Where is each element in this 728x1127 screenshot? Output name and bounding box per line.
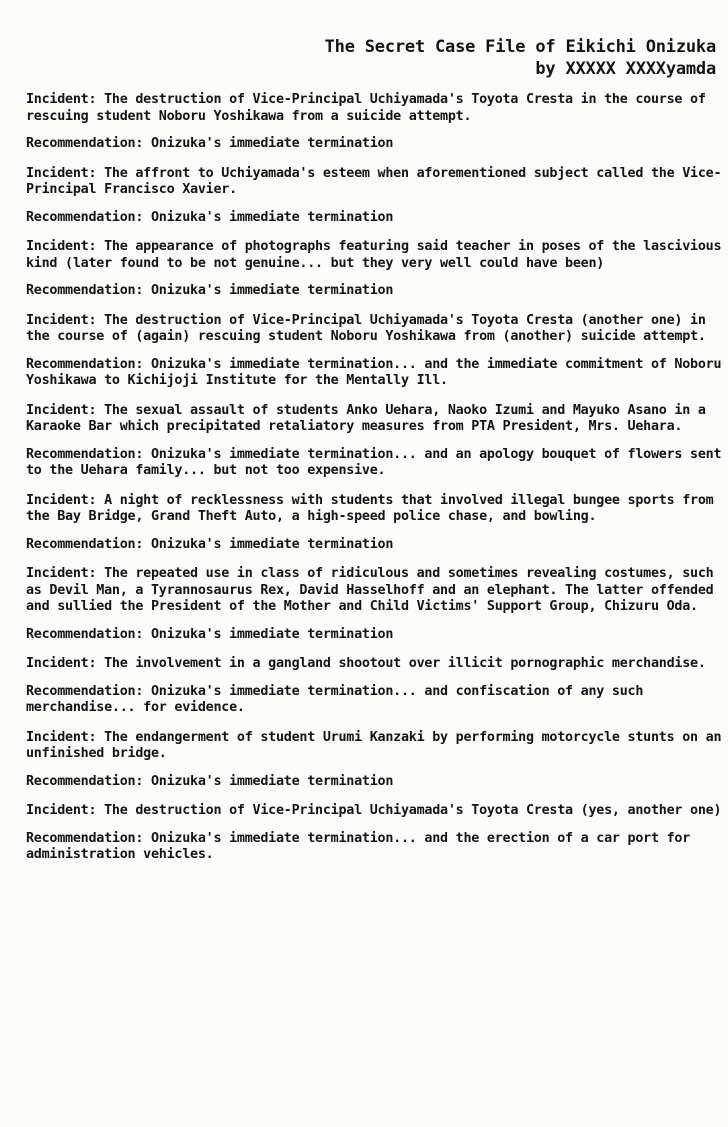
entry-label: Incident:: [26, 312, 97, 328]
entry-text: Onizuka's immediate termination... and the immediate commitment of Noboru Yoshikawa to Kichijoji Institute for the Mentally Ill.: [26, 356, 722, 388]
entry-text: Onizuka's immediate termination... and an apology bouquet of flowers sent to the Uehara family... but not too expensive.: [26, 446, 722, 478]
entry-text: The destruction of Vice-Principal Uchiyamada's Toyota Cresta (another one) in the course of (again) rescuing student Noboru Yoshikawa from (another) suicide attempt.: [26, 312, 706, 344]
entry-label: Incident:: [26, 165, 97, 181]
entry-label: Incident:: [26, 239, 97, 254]
entry-label: Recommendation:: [26, 683, 144, 699]
entry-text: The destruction of Vice-Principal Uchiyamada's Toyota Cresta in the course of rescuing student Noboru Yoshikawa from a suicide attempt.: [26, 92, 706, 124]
recommendation-entry: [26, 447, 722, 480]
entry-text: Onizuka's immediate termination... and confiscation of any such merchandise... for evidence.: [26, 683, 644, 715]
recommendation-entry: [26, 210, 722, 227]
recommendation-entry: [26, 627, 722, 644]
entry-text: Onizuka's immediate termination: [151, 136, 394, 151]
entry-label: Incident:: [26, 92, 97, 107]
entry-text: The repeated use in class of ridiculous and sometimes revealing costumes, such as Devil Man, a Tyrannosaurus Rex, David Hasselhoff and an elephant. The latter offended and sullied the President of the Mother and Child Victims' Support Group, Chizuru Oda.: [26, 566, 714, 614]
document-title: The Secret Case File of Eikichi Onizuka: [324, 37, 716, 57]
incident-entry: [26, 656, 722, 673]
recommendation-entry: [26, 684, 722, 717]
entry-label: Incident:: [26, 566, 97, 581]
recommendation-entry: [26, 357, 722, 390]
entry-text: The sexual assault of students Anko Uehara, Naoko Izumi and Mayuko Asano in a Karaoke Bar which precipitated retaliatory measures from PTA President, Mrs. Uehara.: [26, 402, 706, 434]
entry-text: A night of recklessness with students that involved illegal bungee sports from the Bay Bridge, Grand Theft Auto, a high-speed police chase, and bowling.: [26, 492, 714, 524]
recommendation-entry: [26, 136, 722, 153]
incident-entry: [26, 239, 722, 272]
entry-text: The endangerment of student Urumi Kanzaki by performing motorcycle stunts on an unfinished bridge.: [26, 729, 722, 761]
recommendation-entry: [26, 283, 722, 300]
entry-label: Incident:: [26, 656, 97, 671]
incident-entry: [26, 493, 722, 526]
entry-text: The appearance of photographs featuring said teacher in poses of the lascivious kind (later found to be not genuine... but they very well could have been): [26, 239, 722, 271]
entry-text: Onizuka's immediate termination: [151, 773, 394, 789]
entry-label: Incident:: [26, 729, 97, 745]
document-byline: by XXXXX XXXXyamda: [535, 59, 716, 79]
entry-text: Onizuka's immediate termination... and the erection of a car port for administration vehicles.: [26, 830, 691, 862]
entry-label: Recommendation:: [26, 830, 144, 846]
recommendation-entry: [26, 831, 722, 864]
incident-entry: [26, 566, 722, 616]
entry-text: The destruction of Vice-Principal Uchiyamada's Toyota Cresta (yes, another one): [104, 803, 722, 818]
entry-label: Recommendation:: [26, 136, 144, 151]
entry-label: Recommendation:: [26, 773, 144, 789]
entry-text: The involvement in a gangland shootout over illicit pornographic merchandise.: [104, 656, 706, 671]
document-header: [325, 36, 716, 80]
entry-label: Recommendation:: [26, 536, 144, 552]
recommendation-entry: [26, 537, 722, 554]
entry-text: Onizuka's immediate termination: [151, 209, 394, 225]
entry-text: Onizuka's immediate termination: [151, 626, 394, 642]
entry-label: Incident:: [26, 492, 97, 508]
entry-text: Onizuka's immediate termination: [151, 283, 394, 298]
entry-text: Onizuka's immediate termination: [151, 536, 394, 552]
entry-label: Recommendation:: [26, 283, 144, 298]
entry-label: Recommendation:: [26, 446, 144, 462]
incident-entry: [26, 730, 722, 763]
entry-label: Incident:: [26, 402, 97, 418]
entry-label: Incident:: [26, 803, 97, 818]
incident-entry: [26, 92, 722, 125]
case-entries: [26, 92, 722, 877]
incident-entry: [26, 166, 722, 199]
recommendation-entry: [26, 774, 722, 791]
incident-entry: [26, 803, 722, 820]
entry-label: Recommendation:: [26, 356, 144, 372]
entry-text: The affront to Uchiyamada's esteem when aforementioned subject called the Vice-Principal Francisco Xavier.: [26, 165, 722, 197]
incident-entry: [26, 313, 722, 346]
entry-label: Recommendation:: [26, 626, 144, 642]
entry-label: Recommendation:: [26, 209, 144, 225]
incident-entry: [26, 403, 722, 436]
